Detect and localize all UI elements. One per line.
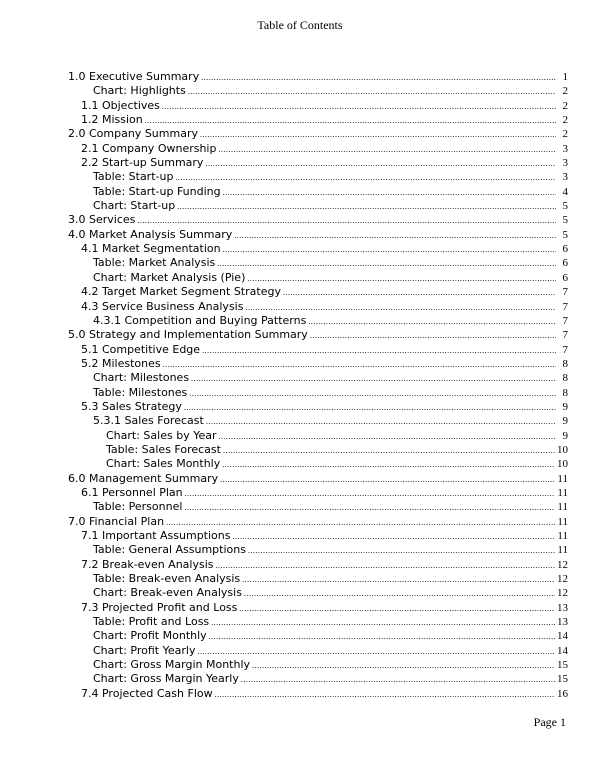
toc-entry[interactable] bbox=[68, 586, 568, 600]
toc-entry-label: Chart: Market Analysis (Pie) bbox=[93, 270, 246, 284]
toc-entry-page-number: 5 bbox=[562, 200, 568, 213]
dot-leader bbox=[241, 673, 555, 687]
toc-entry[interactable] bbox=[68, 601, 568, 615]
toc-entry-page-number: 9 bbox=[562, 415, 568, 428]
toc-entry-page-number: 3 bbox=[562, 142, 568, 155]
toc-entry-label: Chart: Gross Margin Yearly bbox=[93, 672, 239, 686]
toc-entry-page-number: 15 bbox=[557, 659, 568, 672]
toc-entry-label: Chart: Profit Yearly bbox=[93, 643, 196, 657]
toc-entry-page-number: 2 bbox=[562, 128, 568, 141]
dot-leader bbox=[223, 444, 555, 458]
toc-entry-page-number: 3 bbox=[562, 157, 568, 170]
toc-entry[interactable] bbox=[68, 271, 568, 285]
dot-leader bbox=[177, 200, 556, 214]
toc-entry-label: 4.2 Target Market Segment Strategy bbox=[81, 285, 281, 299]
toc-entry[interactable] bbox=[68, 543, 568, 557]
dot-leader bbox=[248, 544, 555, 558]
toc-entry[interactable] bbox=[68, 156, 568, 170]
toc-entry-page-number: 11 bbox=[557, 472, 568, 485]
dot-leader bbox=[162, 100, 556, 114]
toc-entry[interactable] bbox=[68, 615, 568, 629]
toc-entry[interactable] bbox=[68, 414, 568, 428]
dot-leader bbox=[245, 301, 556, 315]
toc-entry-page-number: 8 bbox=[562, 386, 568, 399]
toc-entry[interactable] bbox=[68, 213, 568, 227]
toc-entry[interactable] bbox=[68, 457, 568, 471]
dot-leader bbox=[239, 602, 555, 616]
toc-entry[interactable] bbox=[68, 99, 568, 113]
toc-entry-page-number: 13 bbox=[557, 601, 568, 614]
toc-entry-page-number: 16 bbox=[557, 687, 568, 700]
dot-leader bbox=[166, 516, 555, 530]
dot-leader bbox=[216, 559, 556, 573]
toc-entry-label: 2.0 Company Summary bbox=[68, 127, 198, 141]
toc-entry-page-number: 10 bbox=[557, 443, 568, 456]
toc-entry-label: 5.1 Competitive Edge bbox=[81, 342, 201, 356]
toc-entry-label: Table: Start-up bbox=[93, 170, 174, 184]
toc-entry-label: 2.2 Start-up Summary bbox=[81, 156, 204, 170]
toc-entry[interactable] bbox=[68, 400, 568, 414]
dot-leader bbox=[184, 501, 555, 515]
dot-leader bbox=[205, 157, 556, 171]
toc-entry[interactable] bbox=[68, 629, 568, 643]
toc-entry-label: Chart: Highlights bbox=[93, 84, 186, 98]
page-number-footer: Page 1 bbox=[533, 715, 566, 729]
toc-entry[interactable] bbox=[68, 644, 568, 658]
toc-entry-page-number: 9 bbox=[562, 400, 568, 413]
toc-entry[interactable] bbox=[68, 572, 568, 586]
toc-entry[interactable] bbox=[68, 443, 568, 457]
toc-entry[interactable] bbox=[68, 242, 568, 256]
dot-leader bbox=[218, 430, 556, 444]
toc-entry[interactable] bbox=[68, 113, 568, 127]
toc-entry-page-number: 3 bbox=[562, 171, 568, 184]
toc-entry-page-number: 15 bbox=[557, 673, 568, 686]
dot-leader bbox=[218, 143, 556, 157]
toc-entry[interactable] bbox=[68, 170, 568, 184]
toc-entry[interactable] bbox=[68, 84, 568, 98]
dot-leader bbox=[145, 114, 556, 128]
toc-entry-label: 1.0 Executive Summary bbox=[68, 70, 200, 83]
toc-entry[interactable] bbox=[68, 672, 568, 686]
toc-entry-page-number: 11 bbox=[557, 501, 568, 514]
toc-entry-label: Table: Milestones bbox=[93, 385, 188, 399]
toc-entry-label: 1.2 Mission bbox=[81, 113, 143, 127]
toc-entry-label: Chart: Start-up bbox=[93, 199, 176, 213]
page-header-title: Table of Contents bbox=[257, 18, 343, 32]
toc-entry-label: Chart: Profit Monthly bbox=[93, 629, 207, 643]
toc-entry-page-number: 12 bbox=[557, 558, 568, 571]
toc-entry-page-number: 1 bbox=[562, 71, 568, 83]
dot-leader bbox=[200, 128, 556, 142]
toc-entry-label: 2.1 Company Ownership bbox=[81, 141, 217, 155]
toc-entry-label: Table: Start-up Funding bbox=[93, 184, 221, 198]
toc-entry-label: 1.1 Objectives bbox=[81, 98, 160, 112]
dot-leader bbox=[189, 387, 556, 401]
dot-leader bbox=[283, 286, 556, 300]
dot-leader bbox=[217, 257, 556, 271]
toc-entry-page-number: 7 bbox=[562, 329, 568, 342]
toc-entry-label: 4.3.1 Competition and Buying Patterns bbox=[93, 313, 307, 327]
toc-entry[interactable] bbox=[68, 558, 568, 572]
toc-entry-label: 7.1 Important Assumptions bbox=[81, 529, 231, 542]
toc-entry-label: 7.2 Break-even Analysis bbox=[81, 557, 214, 571]
toc-entry-page-number: 5 bbox=[562, 228, 568, 241]
toc-entry-label: Chart: Break-even Analysis bbox=[93, 586, 242, 600]
dot-leader bbox=[310, 329, 556, 343]
toc-entry-label: Table: Market Analysis bbox=[93, 256, 216, 270]
toc-entry-label: Table: General Assumptions bbox=[93, 543, 246, 557]
toc-entry-page-number: 9 bbox=[562, 429, 568, 442]
dot-leader bbox=[223, 186, 556, 200]
dot-leader bbox=[137, 214, 556, 228]
toc-entry-page-number: 14 bbox=[557, 630, 568, 643]
toc-entry-label: 5.3.1 Sales Forecast bbox=[93, 414, 204, 428]
toc-entry-page-number: 6 bbox=[562, 271, 568, 284]
toc-entry[interactable] bbox=[68, 127, 568, 141]
toc-entry-label: 5.0 Strategy and Implementation Summary bbox=[68, 328, 308, 342]
dot-leader bbox=[232, 530, 555, 544]
toc-entry-page-number: 10 bbox=[557, 458, 568, 471]
toc-entry[interactable] bbox=[68, 328, 568, 342]
dot-leader bbox=[188, 85, 556, 99]
toc-entry[interactable] bbox=[68, 142, 568, 156]
toc-entry-label: 6.0 Management Summary bbox=[68, 471, 219, 485]
toc-entry-page-number: 7 bbox=[562, 300, 568, 313]
toc-entry[interactable] bbox=[68, 357, 568, 371]
toc-entry-label: Chart: Sales Monthly bbox=[106, 457, 221, 471]
toc-entry-label: Table: Break-even Analysis bbox=[93, 572, 241, 586]
toc-entry-label: 7.0 Financial Plan bbox=[68, 514, 165, 528]
dot-leader bbox=[202, 344, 556, 358]
toc-entry[interactable] bbox=[68, 314, 568, 328]
toc-entry-page-number: 13 bbox=[557, 616, 568, 629]
toc-entry-label: 5.3 Sales Strategy bbox=[81, 399, 182, 413]
toc-entry[interactable] bbox=[68, 658, 568, 672]
dot-leader bbox=[163, 358, 556, 372]
toc-entry-page-number: 2 bbox=[562, 114, 568, 127]
toc-entry[interactable] bbox=[68, 199, 568, 213]
toc-entry-label: 4.1 Market Segmentation bbox=[81, 242, 221, 256]
dot-leader bbox=[220, 473, 555, 487]
toc-entry-label: 7.4 Projected Cash Flow bbox=[81, 686, 213, 700]
toc-entry[interactable] bbox=[68, 486, 568, 500]
toc-entry-page-number: 7 bbox=[562, 314, 568, 327]
dot-leader bbox=[247, 272, 556, 286]
dot-leader bbox=[223, 243, 556, 257]
toc-entry[interactable] bbox=[68, 228, 568, 242]
dot-leader bbox=[191, 372, 556, 386]
toc-entry[interactable] bbox=[68, 429, 568, 443]
toc-entry-page-number: 12 bbox=[557, 587, 568, 600]
dot-leader bbox=[211, 616, 555, 630]
toc-entry[interactable] bbox=[68, 70, 568, 84]
toc-entry-label: 6.1 Personnel Plan bbox=[81, 485, 183, 499]
toc-entry-label: Chart: Milestones bbox=[93, 371, 190, 385]
toc-entry-page-number: 6 bbox=[562, 257, 568, 270]
toc-entry-page-number: 6 bbox=[562, 243, 568, 256]
toc-entry[interactable] bbox=[68, 343, 568, 357]
toc-entry[interactable] bbox=[68, 285, 568, 299]
toc-entry-label: 4.0 Market Analysis Summary bbox=[68, 227, 233, 241]
toc-entry-page-number: 11 bbox=[557, 544, 568, 557]
toc-entry-page-number: 14 bbox=[557, 644, 568, 657]
toc-entry[interactable] bbox=[68, 256, 568, 270]
toc-entry-page-number: 5 bbox=[562, 214, 568, 227]
dot-leader bbox=[197, 645, 555, 659]
table-of-contents bbox=[68, 70, 568, 701]
toc-entry-label: Chart: Gross Margin Monthly bbox=[93, 658, 251, 672]
dot-leader bbox=[222, 458, 555, 472]
toc-entry-page-number: 2 bbox=[562, 85, 568, 98]
toc-entry-page-number: 7 bbox=[562, 343, 568, 356]
dot-leader bbox=[215, 688, 555, 702]
dot-leader bbox=[185, 487, 556, 501]
dot-leader bbox=[175, 171, 556, 185]
toc-entry-page-number: 7 bbox=[562, 286, 568, 299]
toc-entry[interactable] bbox=[68, 687, 568, 701]
dot-leader bbox=[242, 573, 555, 587]
toc-entry-label: Table: Sales Forecast bbox=[106, 442, 221, 456]
toc-entry-page-number: 11 bbox=[557, 530, 568, 542]
toc-entry[interactable] bbox=[68, 300, 568, 314]
toc-entry-page-number: 2 bbox=[562, 99, 568, 112]
toc-entry-label: 3.0 Services bbox=[68, 213, 136, 227]
toc-entry-label: Table: Personnel bbox=[93, 500, 183, 514]
toc-entry-page-number: 11 bbox=[557, 515, 568, 528]
dot-leader bbox=[206, 415, 556, 429]
toc-entry[interactable] bbox=[68, 529, 568, 543]
dot-leader bbox=[201, 71, 556, 85]
dot-leader bbox=[184, 401, 556, 415]
toc-entry[interactable] bbox=[68, 371, 568, 385]
dot-leader bbox=[244, 587, 555, 601]
dot-leader bbox=[209, 630, 555, 644]
toc-entry-label: 7.3 Projected Profit and Loss bbox=[81, 600, 238, 614]
toc-entry-label: 5.2 Milestones bbox=[81, 356, 161, 370]
toc-entry-page-number: 12 bbox=[557, 573, 568, 586]
toc-entry-page-number: 11 bbox=[557, 486, 568, 499]
toc-entry-label: Table: Profit and Loss bbox=[93, 615, 210, 629]
toc-entry[interactable] bbox=[68, 185, 568, 199]
toc-entry[interactable] bbox=[68, 500, 568, 514]
toc-entry-page-number: 4 bbox=[562, 185, 568, 198]
dot-leader bbox=[252, 659, 555, 673]
toc-entry-label: 4.3 Service Business Analysis bbox=[81, 299, 244, 313]
dot-leader bbox=[234, 229, 556, 243]
toc-entry-page-number: 8 bbox=[562, 372, 568, 385]
toc-entry-page-number: 8 bbox=[562, 357, 568, 370]
toc-entry-label: Chart: Sales by Year bbox=[106, 428, 217, 442]
toc-entry[interactable] bbox=[68, 515, 568, 529]
dot-leader bbox=[308, 315, 556, 329]
toc-entry[interactable] bbox=[68, 386, 568, 400]
toc-entry[interactable] bbox=[68, 472, 568, 486]
